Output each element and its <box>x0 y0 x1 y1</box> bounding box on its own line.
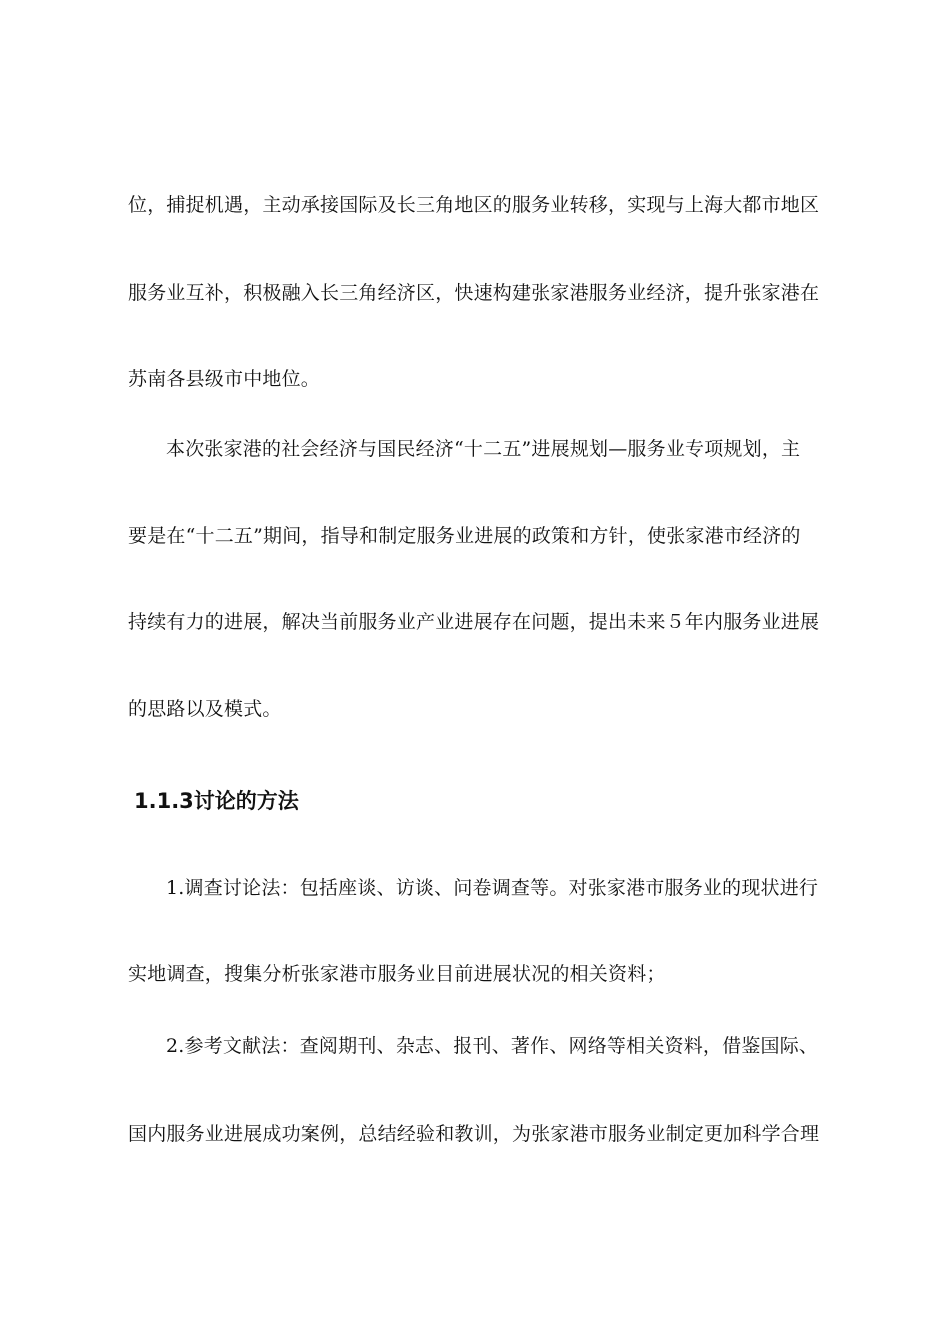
section-heading: 1.1.3讨论的方法 <box>134 789 299 813</box>
paragraph-line: 位，捕捉机遇，主动承接国际及长三角地区的服务业转移，实现与上海大都市地区 <box>128 194 820 216</box>
paragraph-line: 国内服务业进展成功案例，总结经验和教训，为张家港市服务业制定更加科学合理 <box>128 1123 820 1145</box>
paragraph-line: 服务业互补，积极融入长三角经济区，快速构建张家港服务业经济，提升张家港在 <box>128 282 820 304</box>
paragraph-line: 的思路以及模式。 <box>128 698 282 720</box>
paragraph-line: 持续有力的进展，解决当前服务业产业进展存在问题，提出未来５年内服务业进展 <box>128 611 820 633</box>
paragraph-line: 2.参考文献法：查阅期刊、杂志、报刊、著作、网络等相关资料，借鉴国际、 <box>166 1035 819 1057</box>
paragraph-line: 苏南各县级市中地位。 <box>128 368 321 390</box>
paragraph-line: 1.调查讨论法：包括座谈、访谈、问卷调查等。对张家港市服务业的现状进行 <box>166 877 819 899</box>
paragraph-line: 要是在“十二五”期间，指导和制定服务业进展的政策和方针，使张家港市经济的 <box>128 525 801 547</box>
paragraph-line: 实地调查，搜集分析张家港市服务业目前进展状况的相关资料； <box>128 963 666 985</box>
paragraph-line: 本次张家港的社会经济与国民经济“十二五”进展规划—服务业专项规划，主 <box>166 438 801 460</box>
